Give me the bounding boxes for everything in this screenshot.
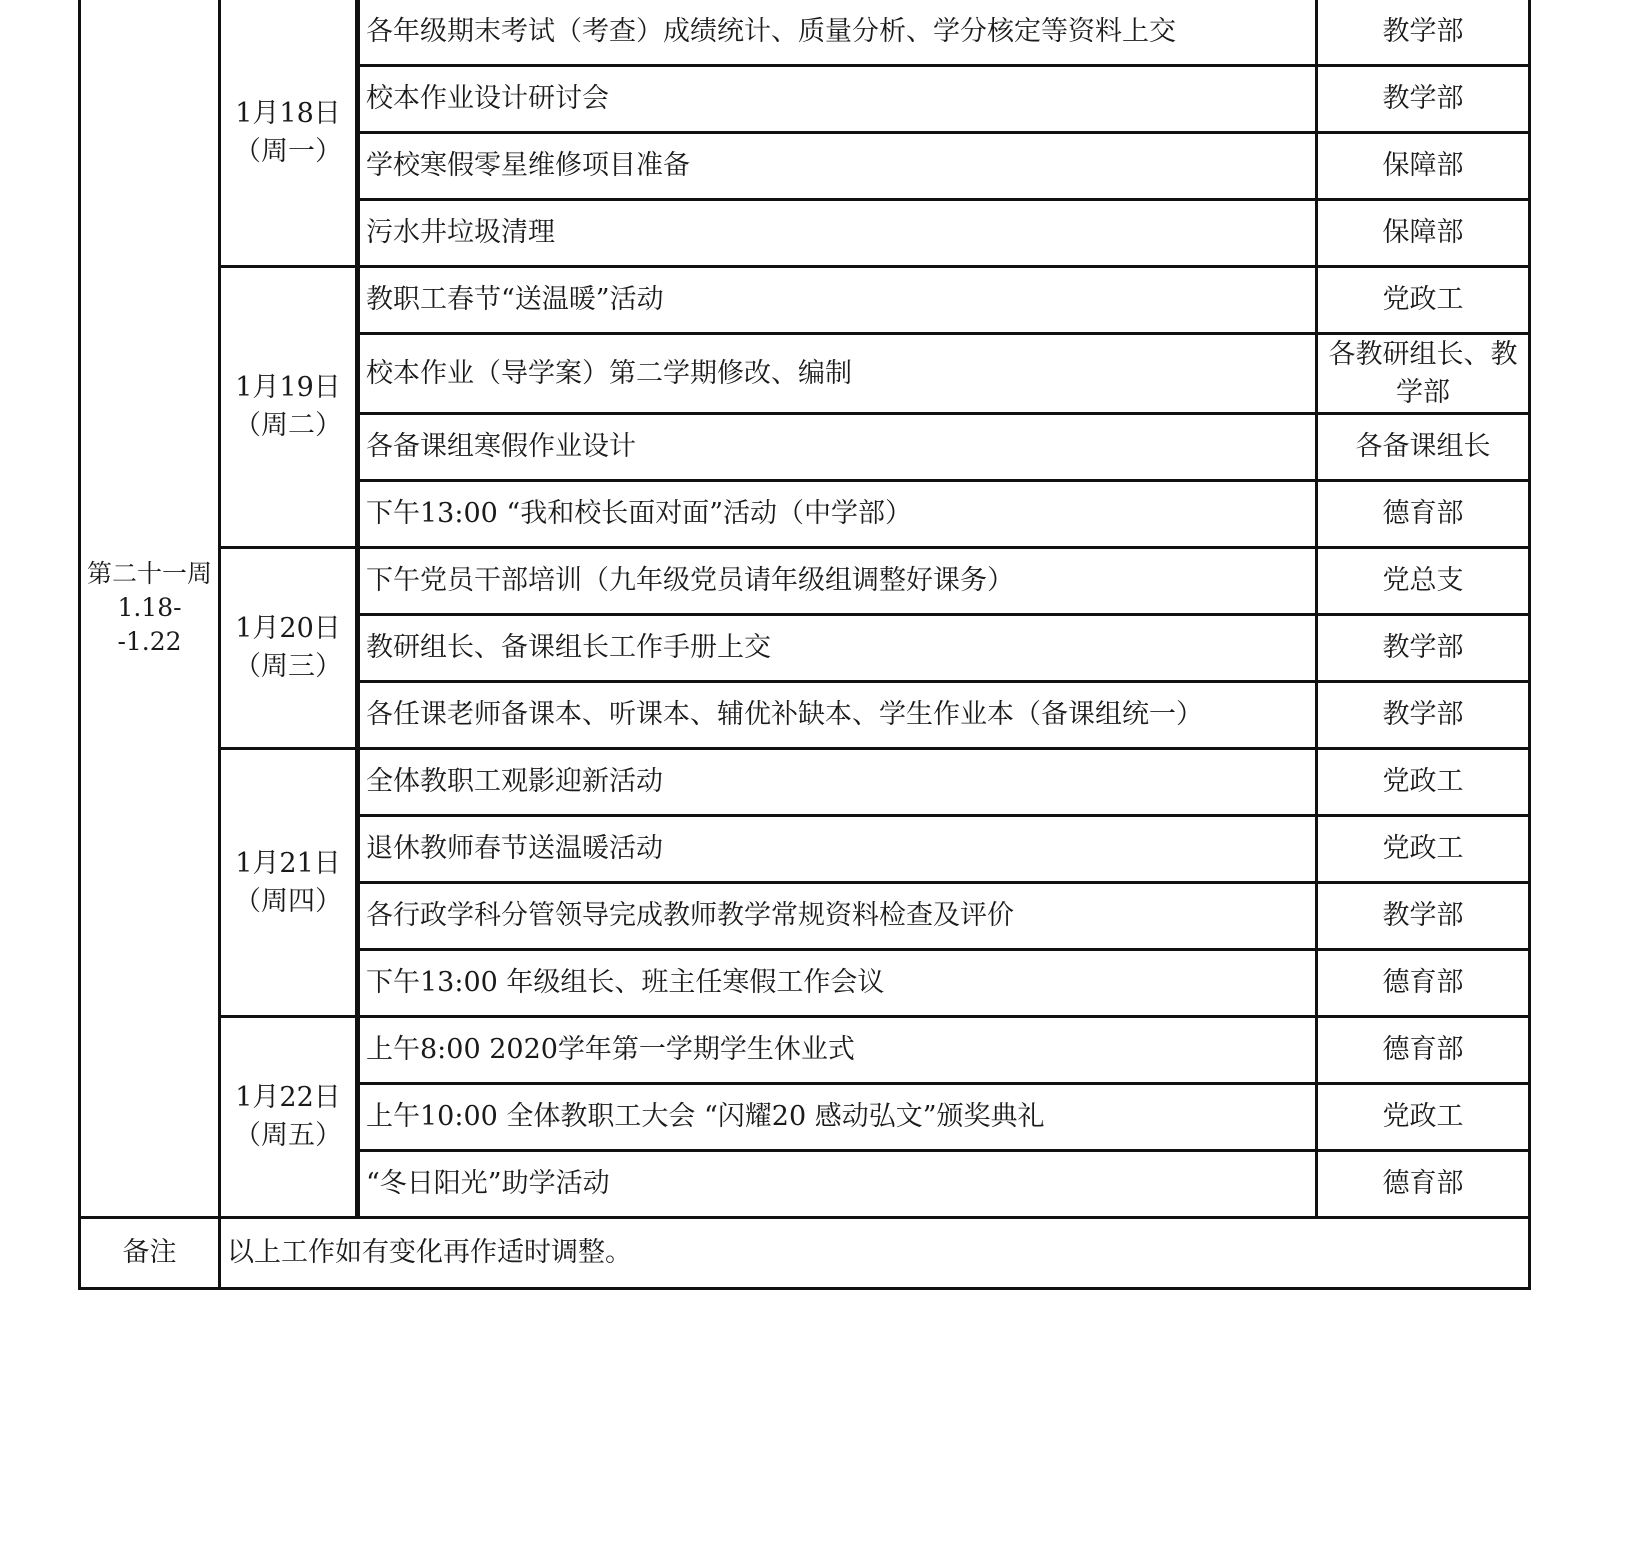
- date-label: 1月21日: [235, 847, 341, 879]
- note-text: 以上工作如有变化再作适时调整。: [220, 1218, 1530, 1289]
- date-cell: [220, 0, 358, 267]
- dept-cell: 各备课组长: [1317, 414, 1530, 481]
- dept-cell: 教学部: [1317, 66, 1530, 133]
- task-cell: 各备课组寒假作业设计: [358, 414, 1317, 481]
- dept-cell: 党政工: [1317, 267, 1530, 334]
- dept-cell: 教学部: [1317, 615, 1530, 682]
- schedule-table: [78, 0, 1531, 1290]
- dept-cell: 德育部: [1317, 1017, 1530, 1084]
- dept-cell: 德育部: [1317, 1151, 1530, 1218]
- table-row: [80, 267, 1530, 334]
- task-cell: 各年级期末考试（考查）成绩统计、质量分析、学分核定等资料上交: [358, 0, 1317, 66]
- date-cell: [220, 267, 358, 548]
- dept-cell: 党政工: [1317, 749, 1530, 816]
- task-cell: 各行政学科分管领导完成教师教学常规资料检查及评价: [358, 883, 1317, 950]
- date-label: 1月22日: [235, 1082, 341, 1113]
- weekday-label: （周三）: [234, 651, 342, 682]
- note-row: [80, 1218, 1530, 1289]
- date-cell: [220, 548, 358, 749]
- dept-cell: 德育部: [1317, 481, 1530, 548]
- dept-cell: 党政工: [1317, 816, 1530, 883]
- week-label: 第二十一周1.18--1.22: [80, 0, 220, 1218]
- task-cell: 校本作业设计研讨会: [358, 66, 1317, 133]
- dept-cell: 保障部: [1317, 200, 1530, 267]
- task-cell: “冬日阳光”助学活动: [358, 1151, 1317, 1218]
- dept-cell: 德育部: [1317, 950, 1530, 1017]
- task-cell: 教研组长、备课组长工作手册上交: [358, 615, 1317, 682]
- dept-cell: 党政工: [1317, 1084, 1530, 1151]
- task-cell: 上午8:00 2020学年第一学期学生休业式: [358, 1017, 1317, 1084]
- task-cell: 污水井垃圾清理: [358, 200, 1317, 267]
- table-row: [80, 749, 1530, 816]
- weekday-label: （周四）: [234, 885, 342, 917]
- task-cell: 全体教职工观影迎新活动: [358, 749, 1317, 816]
- task-cell: 各任课老师备课本、听课本、辅优补缺本、学生作业本（备课组统一）: [358, 682, 1317, 749]
- dept-cell: 教学部: [1317, 883, 1530, 950]
- task-cell: 退休教师春节送温暖活动: [358, 816, 1317, 883]
- table-row: [80, 548, 1530, 615]
- dept-cell: 党总支: [1317, 548, 1530, 615]
- weekday-label: （周二）: [234, 410, 342, 441]
- table-row: [80, 0, 1530, 66]
- dept-cell: 各教研组长、教学部: [1317, 334, 1530, 414]
- weekday-label: （周五）: [234, 1120, 342, 1151]
- dept-cell: 教学部: [1317, 0, 1530, 66]
- task-cell: 下午13:00 “我和校长面对面”活动（中学部）: [358, 481, 1317, 548]
- date-cell: [220, 749, 358, 1017]
- task-cell: 上午10:00 全体教职工大会 “闪耀20 感动弘文”颁奖典礼: [358, 1084, 1317, 1151]
- date-label: 1月20日: [235, 613, 341, 644]
- note-label: 备注: [80, 1218, 220, 1289]
- task-cell: 学校寒假零星维修项目准备: [358, 133, 1317, 200]
- task-cell: 下午党员干部培训（九年级党员请年级组调整好课务）: [358, 548, 1317, 615]
- date-cell: [220, 1017, 358, 1218]
- dept-cell: 教学部: [1317, 682, 1530, 749]
- date-label: 1月18日: [235, 97, 341, 129]
- table-row: [80, 1017, 1530, 1084]
- date-label: 1月19日: [235, 372, 341, 403]
- task-cell: 教职工春节“送温暖”活动: [358, 267, 1317, 334]
- task-cell: 下午13:00 年级组长、班主任寒假工作会议: [358, 950, 1317, 1017]
- weekday-label: （周一）: [234, 135, 342, 167]
- task-cell: 校本作业（导学案）第二学期修改、编制: [358, 334, 1317, 414]
- dept-cell: 保障部: [1317, 133, 1530, 200]
